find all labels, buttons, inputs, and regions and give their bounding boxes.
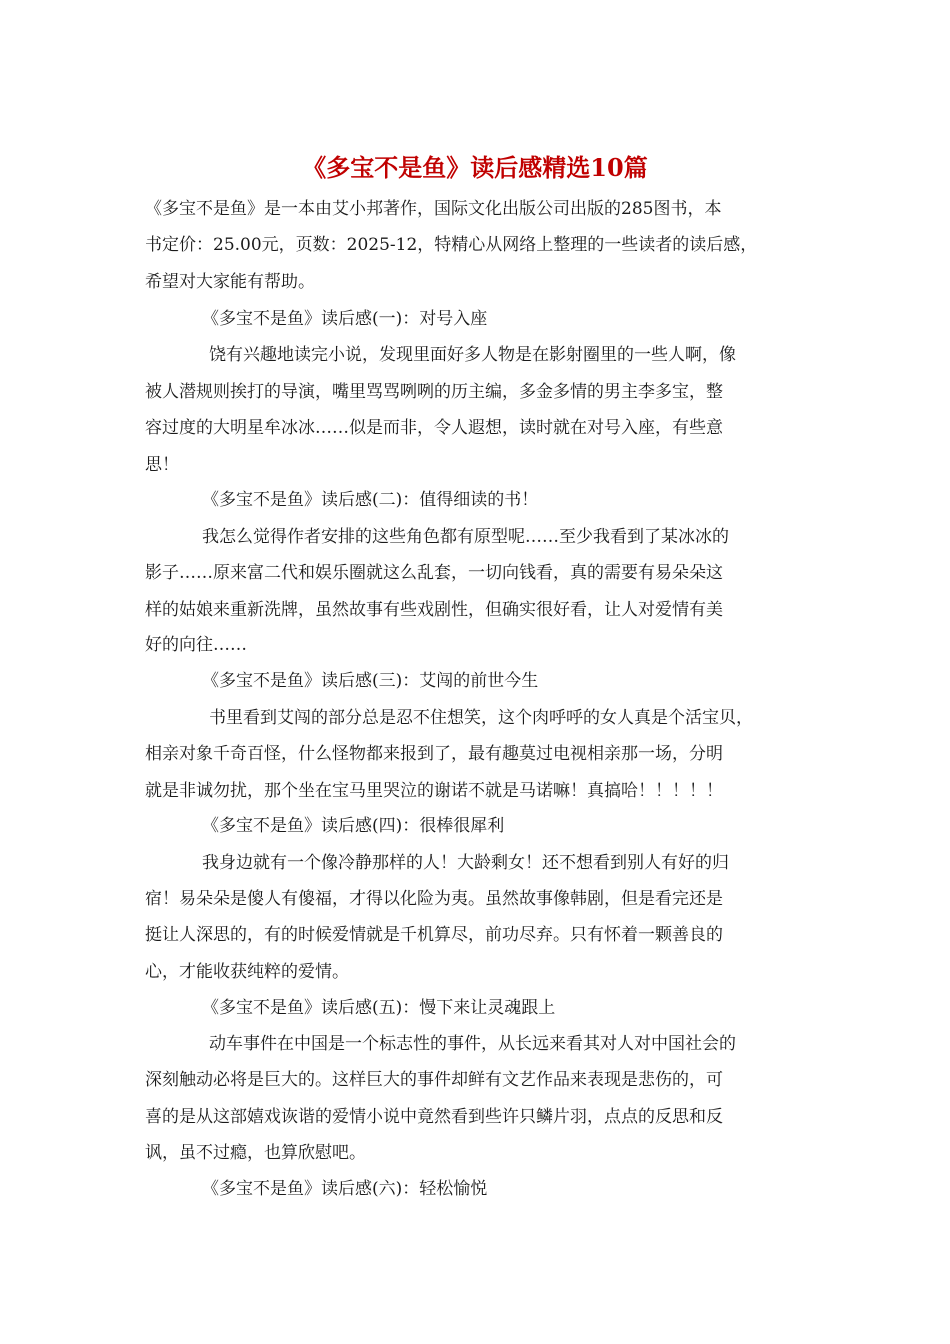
intro-line: 希望对大家能有帮助。: [145, 272, 315, 292]
section-heading: 《多宝不是鱼》读后感(一)：对号入座: [202, 309, 488, 329]
paragraph-line: 挺让人深思的，有的时候爱情就是千机算尽，前功尽弃。只有怀着一颗善良的: [145, 925, 723, 945]
paragraph-line: 书里看到艾闯的部分总是忍不住想笑，这个肉呼呼的女人真是个活宝贝，: [209, 708, 753, 728]
paragraph-line: 心，才能收获纯粹的爱情。: [145, 962, 349, 982]
document-title: 《多宝不是鱼》读后感精选10篇: [302, 153, 648, 182]
section-heading: 《多宝不是鱼》读后感(三)：艾闯的前世今生: [202, 671, 539, 691]
paragraph-line: 样的姑娘来重新洗牌，虽然故事有些戏剧性，但确实很好看，让人对爱情有美: [145, 600, 723, 620]
paragraph-line: 动车事件在中国是一个标志性的事件，从长远来看其对人对中国社会的: [209, 1034, 736, 1054]
paragraph-line: 就是非诚勿扰，那个坐在宝马里哭泣的谢诺不就是马诺嘛！真搞哈！！！！！: [145, 781, 723, 801]
paragraph-line: 思！: [145, 455, 179, 475]
paragraph-line: 饶有兴趣地读完小说，发现里面好多人物是在影射圈里的一些人啊，像: [209, 345, 736, 365]
intro-line: 《多宝不是鱼》是一本由艾小邦著作，国际文化出版公司出版的285图书，本: [145, 199, 722, 219]
paragraph-line: 容过度的大明星牟冰冰……似是而非，令人遐想，读时就在对号入座，有些意: [145, 418, 723, 438]
paragraph-line: 宿！易朵朵是傻人有傻福，才得以化险为夷。虽然故事像韩剧，但是看完还是: [145, 889, 723, 909]
paragraph-line: 讽，虽不过瘾，也算欣慰吧。: [145, 1143, 366, 1163]
paragraph-line: 好的向往……: [145, 635, 247, 655]
paragraph-line: 喜的是从这部嬉戏诙谐的爱情小说中竟然看到些许只鳞片羽，点点的反思和反: [145, 1107, 723, 1127]
paragraph-line: 相亲对象千奇百怪，什么怪物都来报到了，最有趣莫过电视相亲那一场，分明: [145, 744, 723, 764]
intro-line: 书定价：25.00元，页数：2025-12，特精心从网络上整理的一些读者的读后感，: [145, 235, 758, 255]
paragraph-line: 我身边就有一个像冷静那样的人！大龄剩女！还不想看到别人有好的归: [202, 853, 729, 873]
section-heading: 《多宝不是鱼》读后感(二)：值得细读的书！: [202, 490, 539, 510]
paragraph-line: 被人潜规则挨打的导演，嘴里骂骂咧咧的历主编，多金多情的男主李多宝，整: [145, 382, 723, 402]
section-heading: 《多宝不是鱼》读后感(五)：慢下来让灵魂跟上: [202, 998, 556, 1018]
paragraph-line: 影子……原来富二代和娱乐圈就这么乱套，一切向钱看，真的需要有易朵朵这: [145, 563, 723, 583]
section-heading: 《多宝不是鱼》读后感(四)：很棒很犀利: [202, 816, 505, 836]
section-heading: 《多宝不是鱼》读后感(六)：轻松愉悦: [202, 1179, 488, 1199]
paragraph-line: 我怎么觉得作者安排的这些角色都有原型呢……至少我看到了某冰冰的: [202, 527, 729, 547]
paragraph-line: 深刻触动必将是巨大的。这样巨大的事件却鲜有文艺作品来表现是悲伤的，可: [145, 1070, 723, 1090]
